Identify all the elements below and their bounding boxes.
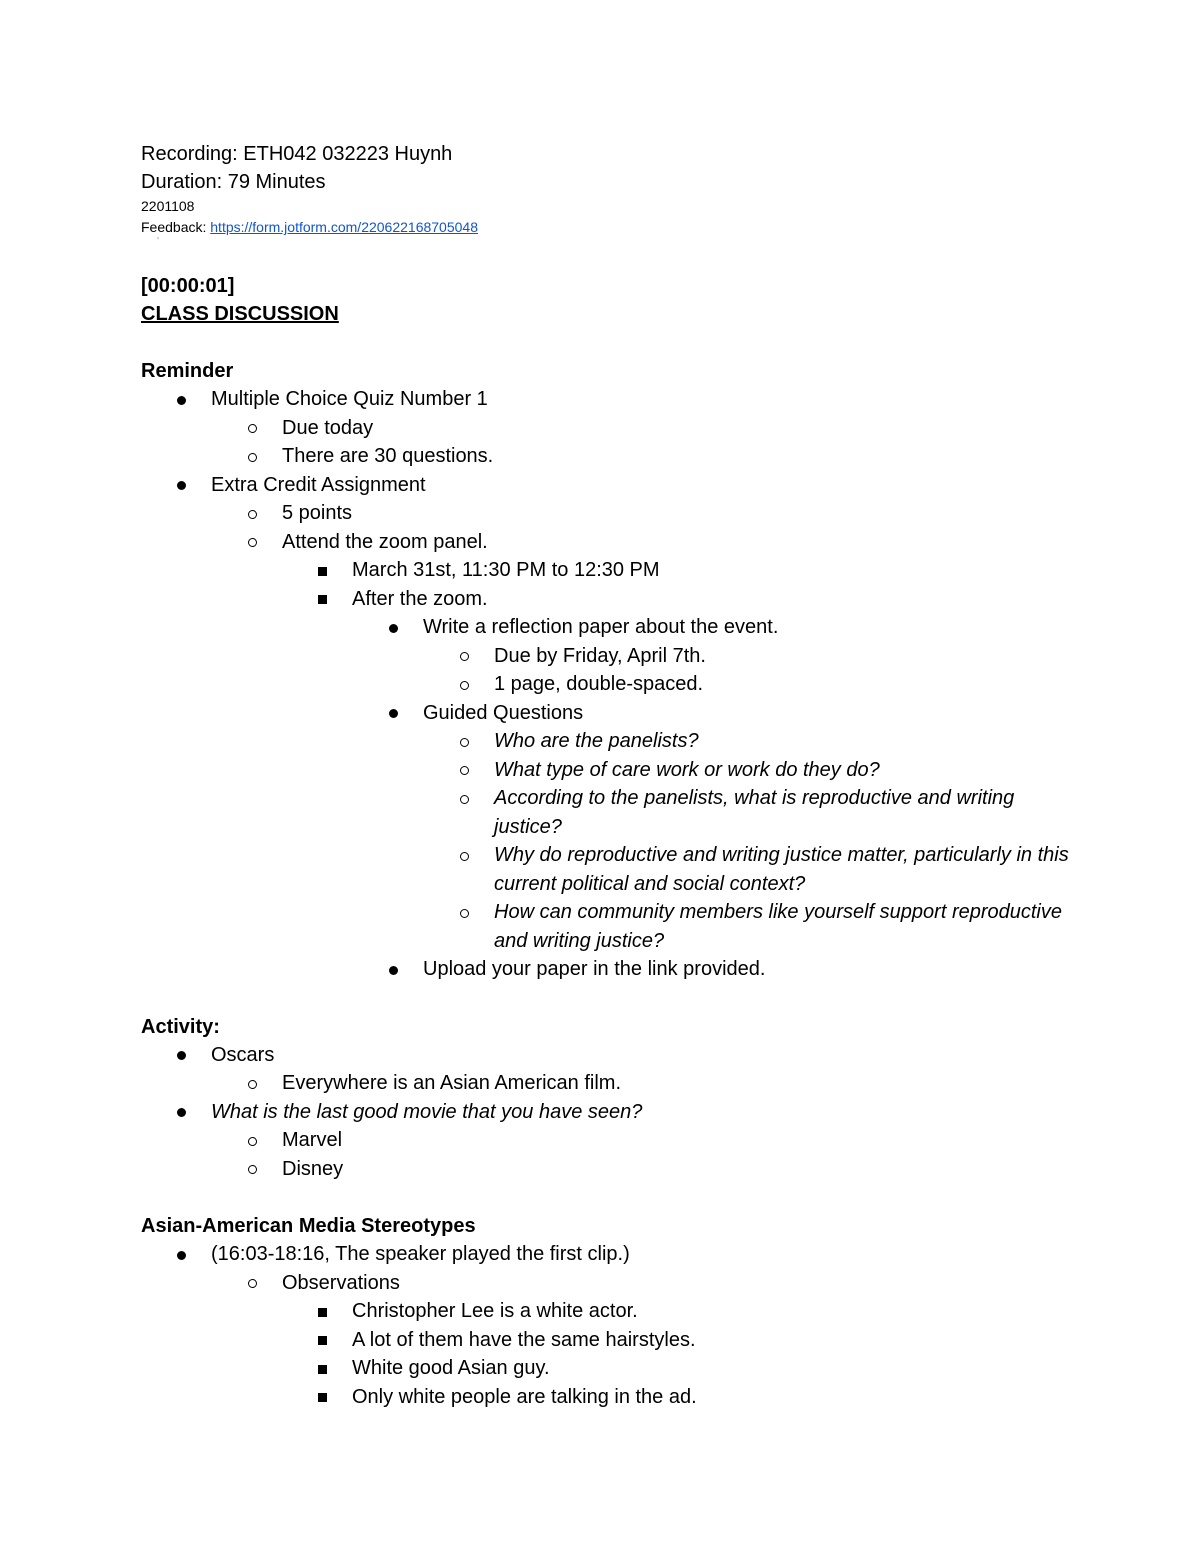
bullet-dot-icon — [389, 699, 398, 728]
bullet-square-icon — [318, 1297, 327, 1326]
list-item: Only white people are talking in the ad. — [141, 1383, 1101, 1412]
feedback-label: Feedback: — [141, 219, 211, 235]
bullet-dot-icon — [177, 1098, 186, 1127]
bullet-ring-icon — [248, 414, 257, 443]
bullet-square-icon — [318, 1383, 327, 1412]
recording-line: Recording: ETH042 032223 Huynh — [141, 143, 453, 165]
bullet-ring-icon — [460, 841, 469, 870]
bullet-dot-icon — [177, 471, 186, 500]
list-item: Who are the panelists? — [141, 727, 1101, 756]
document-page — [141, 140, 1101, 1411]
feedback-line — [141, 217, 1101, 238]
list-item: Due by Friday, April 7th. — [141, 642, 1101, 671]
list-item: White good Asian guy. — [141, 1354, 1101, 1383]
bullet-ring-icon — [460, 898, 469, 927]
stereotypes-heading: Asian-American Media Stereotypes — [141, 1215, 476, 1237]
bullet-ring-icon — [460, 756, 469, 785]
list-item: Disney — [141, 1155, 1101, 1184]
activity-list — [141, 1041, 1101, 1184]
list-item: Everywhere is an Asian American film. — [141, 1069, 1101, 1098]
list-item: Write a reflection paper about the event. — [141, 613, 1101, 642]
bullet-ring-icon — [248, 1155, 257, 1184]
bullet-dot-icon — [389, 613, 398, 642]
list-item: March 31st, 11:30 PM to 12:30 PM — [141, 556, 1101, 585]
list-item: Oscars — [141, 1041, 1101, 1070]
reminder-list — [141, 385, 1101, 984]
list-item: Due today — [141, 414, 1101, 443]
list-item: There are 30 questions. — [141, 442, 1101, 471]
cursor-tick: ' — [157, 236, 159, 247]
bullet-square-icon — [318, 1354, 327, 1383]
duration-line: Duration: 79 Minutes — [141, 171, 326, 193]
bullet-dot-icon — [177, 385, 186, 414]
timestamp: [00:00:01] — [141, 275, 235, 297]
list-item: A lot of them have the same hairstyles. — [141, 1326, 1101, 1355]
reminder-heading: Reminder — [141, 360, 234, 382]
list-item: Why do reproductive and writing justice matter, particularly in this current political and social context? — [141, 841, 1101, 898]
list-item: Upload your paper in the link provided. — [141, 955, 1101, 984]
bullet-ring-icon — [248, 1269, 257, 1298]
bullet-ring-icon — [460, 784, 469, 813]
bullet-ring-icon — [248, 499, 257, 528]
list-item: 5 points — [141, 499, 1101, 528]
bullet-dot-icon — [177, 1240, 186, 1269]
list-item: According to the panelists, what is reproductive and writing justice? — [141, 784, 1101, 841]
bullet-square-icon — [318, 585, 327, 614]
bullet-dot-icon — [177, 1041, 186, 1070]
list-item: Guided Questions — [141, 699, 1101, 728]
bullet-ring-icon — [248, 442, 257, 471]
list-item: Extra Credit Assignment — [141, 471, 1101, 500]
list-item: What is the last good movie that you have seen? — [141, 1098, 1101, 1127]
bullet-square-icon — [318, 556, 327, 585]
stereotypes-list — [141, 1240, 1101, 1411]
feedback-link[interactable]: https://form.jotform.com/220622168705048 — [210, 219, 478, 235]
list-item: Marvel — [141, 1126, 1101, 1155]
list-item: After the zoom. — [141, 585, 1101, 614]
list-item: (16:03-18:16, The speaker played the first clip.) — [141, 1240, 1101, 1269]
list-item: How can community members like yourself support reproductive and writing justice? — [141, 898, 1101, 955]
bullet-ring-icon — [460, 670, 469, 699]
list-item: What type of care work or work do they do? — [141, 756, 1101, 785]
list-item: Observations — [141, 1269, 1101, 1298]
section-title: CLASS DISCUSSION — [141, 303, 339, 325]
list-item: Christopher Lee is a white actor. — [141, 1297, 1101, 1326]
list-item: Attend the zoom panel. — [141, 528, 1101, 557]
list-item: Multiple Choice Quiz Number 1 — [141, 385, 1101, 414]
bullet-square-icon — [318, 1326, 327, 1355]
bullet-ring-icon — [460, 642, 469, 671]
bullet-dot-icon — [389, 955, 398, 984]
bullet-ring-icon — [248, 528, 257, 557]
code-line: 2201108 — [141, 198, 195, 214]
list-item: 1 page, double-spaced. — [141, 670, 1101, 699]
bullet-ring-icon — [248, 1069, 257, 1098]
bullet-ring-icon — [460, 727, 469, 756]
bullet-ring-icon — [248, 1126, 257, 1155]
activity-heading: Activity: — [141, 1015, 220, 1038]
